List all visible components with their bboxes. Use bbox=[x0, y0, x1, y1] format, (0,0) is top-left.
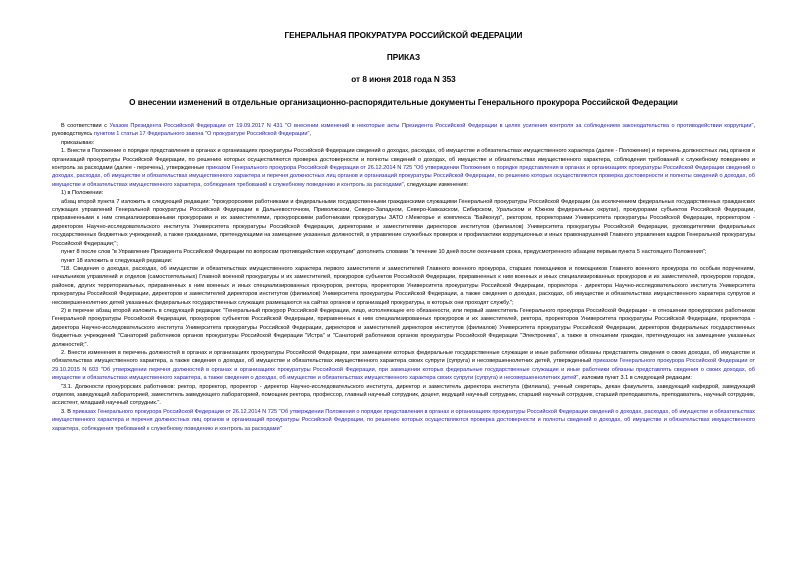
paragraph-text: "3.1. Должности прокурорских работников: ректор, проректор, проректор - директор Научно-исследовательского института, директор и заместитель директора института (филиала), ученый секретарь, декан факультета, заведующий кафедрой, заведующий отделом, заведующий лабораторией, заместитель заведующего лабораторией, помощник ректора, профессор, главный научный сотрудник, доцент, ведущий научный сотрудник, старший научный сотрудник, старший преподаватель, преподаватель, научный сотрудник, ассистент, младший научный сотрудник.". bbox=[52, 383, 755, 407]
document-body bbox=[52, 122, 755, 433]
paragraph bbox=[52, 198, 755, 248]
paragraph bbox=[52, 307, 755, 349]
paragraph-text: , следующие изменения: bbox=[403, 181, 469, 188]
document-link[interactable]: приказом Генерального прокурора Российской Федерации от 29.10.2015 N 603 "Об утверждении перечня должностей в органах и организациях прокуратуры Российской Федерации, при замещении которых федеральные государственные служащие и иные работники обязаны представлять сведения о своих доходах, об имуществе и обязательствах имущественного характера, а также сведения о доходах, об имуществе и обязательствах имущественного характера своих супруги (супруга) и несовершеннолетних детей" bbox=[52, 358, 755, 382]
paragraph-text: В соответствии с bbox=[61, 123, 110, 129]
date-number-heading: от 8 июня 2018 года N 353 bbox=[351, 75, 456, 84]
paragraph bbox=[52, 383, 755, 408]
paragraph bbox=[52, 349, 755, 383]
paragraph-text: пункт 18 изложить в следующей редакции: bbox=[61, 257, 173, 264]
paragraph bbox=[52, 257, 755, 265]
paragraph-text: абзац второй пункта 7 изложить в следующей редакции: "прокурорскими работниками и федеральными государственными гражданскими служащими Генеральной прокуратуры Российской Федерации (за исключением федеральных государственных гражданских служащих управлений Генеральной прокуратуры Российской Федерации в Дальневосточном, Приволжском, Северо-Западном, Северо-Кавказском, Сибирском, Уральском и Южном федеральных округах), прокурорами субъектов Российской Федерации, приравненными к ним специализированными прокурорами и их заместителями, прокурорскими работниками прокуратуры ЗАТО г.Межгорье и комплекса "Байконур", ректором, проректорами Университета прокуратуры Российской Федерации, проректором - директором Научно-исследовательского института Университета прокуратуры Российской Федерации, директорами и заместителями директоров институтов (филиалов) Университета прокуратуры Российской Федерации, руководителями федеральных государственных бюджетных учреждений, а также гражданами, претендующими на замещение указанных должностей, в управление служебных проверок и профилактики коррупционных и иных правонарушений Главного управления кадров Генеральной прокуратуры Российской Федерации;"; bbox=[52, 198, 755, 247]
paragraph-text: , руководствуясь bbox=[52, 123, 756, 138]
document-title: О внесении изменений в отдельные организационно-распорядительные документы Генерального прокурора Российской Федерации bbox=[129, 98, 678, 107]
paragraph-text: 1. Внести в Положение о порядке представления в органах и организациях прокуратуры Российской Федерации сведений о доходах, расходах, об имуществе и обязательствах имущественного характера (далее - Положение) и перечень должностных лиц органов и организаций прокуратуры Российской Федерации, по решению которых осуществляются проверка достоверности и полноты сведений о доходах, об имуществе и обязательствах имущественного характера, соблюдения требований к служебному поведению и контроль за расходами (далее - перечень), утвержденные bbox=[52, 148, 755, 172]
paragraph bbox=[52, 248, 755, 256]
paragraph bbox=[52, 122, 755, 139]
document-link[interactable]: Указом Президента Российской Федерации от 19.09.2017 N 431 "О внесении изменений в некоторые акты Президента Российской Федерации в целях усиления контроля за соблюдением законодательства о противодействии коррупции" bbox=[109, 123, 754, 129]
paragraph-text: 2) в перечне абзац второй изложить в следующей редакции: "Генеральный прокурор Российской Федерации, лицо, исполняющее его обязанности, или первый заместитель Генерального прокурора Российской Федерации - в отношении прокурорских работников Генеральной прокуратуры Российской Федерации, прокуроров субъектов Российской Федерации, приравненных к ним специализированных прокуроров и их заместителей, ректора, проректоров Университета прокуратуры Российской Федерации, проректора - директора Научно-исследовательского института Университета прокуратуры Российской Федерации, директоров и заместителей директоров институтов (филиалов) Университета прокуратуры Российской Федерации, директоров федеральных государственных бюджетных учреждений "Санаторий работников органов прокуратуры Российской Федерации "Истра" и "Санаторий работников органов прокуратуры Российской Федерации "Электроника", а также в отношении граждан, претендующих на замещение указанных должностей;". bbox=[52, 307, 755, 348]
document-link[interactable]: пунктом 1 статьи 17 Федерального закона "О прокуратуре Российской Федерации" bbox=[93, 131, 310, 138]
document-link[interactable]: приказом Генерального прокурора Российской Федерации от 26.12.2014 N 725 "Об утверждении Положения о порядке представления в органах и организациях прокуратуры Российской Федерации сведений о доходах, расходах, об имуществе и обязательствах имущественного характера и перечня должностных лиц органов и организаций прокуратуры Российской Федерации, по решению которых осуществляются проверка достоверности и полноты сведений о доходах, об имуществе и обязательствах имущественного характера, соблюдения требований к служебному поведению и контроль за расходами" bbox=[52, 165, 755, 188]
paragraph-text: пункт 8 после слов "в Управление Президента Российской Федерации по вопросам противодействия коррупции" дополнить словами "в течение 10 дней после окончания срока, предусмотренного абзацем первым пункта 5 настоящего Положения"; bbox=[61, 249, 707, 256]
paragraph-text: 2. Внести изменения в перечень должностей в органах и организациях прокуратуры Российской Федерации, при замещении которых федеральные государственные служащие и иные работники обязаны представлять сведения о своих доходах, об имуществе и обязательствах имущественного характера, а также сведения о доходах, об имуществе и обязательствах имущественного характера своих супруги (супруга) и несовершеннолетних детей, утвержденный bbox=[52, 349, 755, 365]
document-link[interactable]: приказах Генерального прокурора Российской Федерации от 26.12.2014 N 725 "Об утверждении Положения о порядке представления в органах и организациях прокуратуры Российской Федерации сведений о доходах, расходах, об имуществе и обязательствах имущественного характера и перечня должностных лиц органов и организаций прокуратуры Российской Федерации, по решению которых осуществляются проверка достоверности и полноты сведений о доходах, об имуществе и обязательствах имущественного характера, соблюдения требований к служебному поведению и контроль за расходами" bbox=[52, 408, 755, 432]
paragraph-text: , bbox=[309, 131, 312, 138]
doc-type-heading: ПРИКАЗ bbox=[386, 53, 421, 62]
paragraph bbox=[52, 265, 755, 307]
paragraph bbox=[52, 139, 755, 147]
paragraph-text: 1) в Положении: bbox=[61, 190, 104, 197]
paragraph bbox=[52, 408, 755, 433]
paragraph bbox=[52, 189, 755, 197]
paragraph-text: , изложив пункт 3.1 в следующей редакции: bbox=[578, 375, 692, 382]
paragraph-text: приказываю: bbox=[61, 139, 95, 146]
paragraph bbox=[52, 147, 755, 189]
org-heading: ГЕНЕРАЛЬНАЯ ПРОКУРАТУРА РОССИЙСКОЙ ФЕДЕРАЦИИ bbox=[284, 31, 523, 40]
paragraph-text: 3. В bbox=[61, 408, 73, 415]
paragraph-text: "18. Сведения о доходах, расходах, об имуществе и обязательствах имущественного характера первого заместителя и заместителей Главного военного прокурора, старших помощников и помощников Главного военного прокурора по особым поручениям, начальников управлений и отделов (самостоятельных) Главной военной прокуратуры и их заместителей, прокуроров субъектов Российской Федерации, приравненных к ним военных и иных специализированных прокуроров и их заместителей, прокуроров городов, районов, других территориальных, приравненных к ним военных и иных специализированных прокуроров, ректора, проректоров Университета прокуратуры Российской Федерации, проректора - директора Научно-исследовательского института Университета прокуратуры Российской Федерации, директоров и заместителей директоров институтов (филиалов) Университета прокуратуры Российской Федерации, а также сведения о доходах, расходах, об имуществе и обязательствах имущественного характера супругов и несовершеннолетних детей указанных федеральных государственных служащих размещаются на сайтах органов и организаций прокуратуры, в которых они проходят службу."; bbox=[52, 265, 755, 306]
